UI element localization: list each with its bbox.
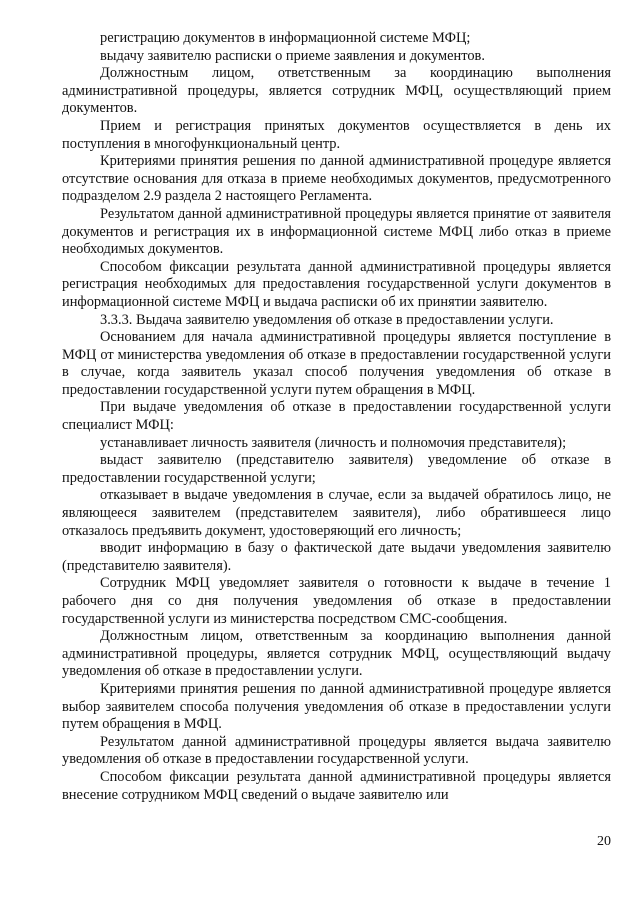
paragraph: При выдаче уведомления об отказе в предоставлении государственной услуги специалист МФЦ: [62,399,611,434]
paragraph: Результатом данной административной процедуры является принятие от заявителя документов и регистрация их в информационной системе МФЦ либо отказ в приеме необходимых документов. [62,205,611,258]
paragraph: Критериями принятия решения по данной административной процедуре является выбор заявителем способа получения уведомления об отказе в предоставлении услуги путем обращения в МФЦ. [62,680,611,733]
paragraph: Основанием для начала административной процедуры является поступление в МФЦ от министерства уведомления об отказе в предоставлении государственной услуги в случае, когда заявитель указал способ получения уведомления об отказе в предоставлении государственной услуги путем обращения в МФЦ. [62,329,611,398]
page-number: 20 [597,834,611,849]
paragraph: Сотрудник МФЦ уведомляет заявителя о готовности к выдаче в течение 1 рабочего дня со дня получения уведомления об отказе в предоставлении государственной услуги из министерства посредством СМС-сообщения. [62,575,611,627]
paragraph: Способом фиксации результата данной административной процедуры является регистрация необходимых для предоставления государственной услуги документов в информационной системе МФЦ и выдача расписки об их принятии заявителю. [62,258,611,310]
paragraph: Способом фиксации результата данной административной процедуры является внесение сотрудником МФЦ сведений о выдаче заявителю или [62,768,611,803]
paragraph: выдачу заявителю расписки о приеме заявления и документов. [100,47,485,64]
paragraph: Должностным лицом, ответственным за координацию выполнения административной процедуры, является сотрудник МФЦ, осуществляющий прием документов. [62,65,611,117]
paragraph: отказывает в выдаче уведомления в случае, если за выдачей обратилось лицо, не являющееся заявителем (представителем заявителя), либо обратившееся лицо отказалось предъявить документ, удостоверяющий его личность; [62,487,611,539]
paragraph: Должностным лицом, ответственным за координацию выполнения данной административной процедуры, является сотрудник МФЦ, осуществляющий выдачу уведомления об отказе в предоставлении услуги. [62,628,611,680]
document-body [62,30,611,804]
paragraph: регистрацию документов в информационной системе МФЦ; [100,30,471,46]
paragraph: устанавливает личность заявителя (личность и полномочия представителя); [100,434,567,451]
paragraph: выдаст заявителю (представителю заявителя) уведомление об отказе в предоставлении государственной услуги; [62,452,611,486]
section-heading: 3.3.3. Выдача заявителю уведомления об отказе в предоставлении услуги. [100,311,554,328]
paragraph: Критериями принятия решения по данной административной процедуре является отсутствие основания для отказа в приеме необходимых документов, предусмотренного подразделом 2.9 раздела 2 настоящего Регламента. [62,153,611,205]
paragraph: Прием и регистрация принятых документов осуществляется в день их поступления в многофункциональный центр. [62,117,611,152]
paragraph: вводит информацию в базу о фактической дате выдачи уведомления заявителю (представителю заявителя). [62,540,611,574]
paragraph: Результатом данной административной процедуры является выдача заявителю уведомления об отказе в предоставлении государственной услуги. [62,733,611,768]
